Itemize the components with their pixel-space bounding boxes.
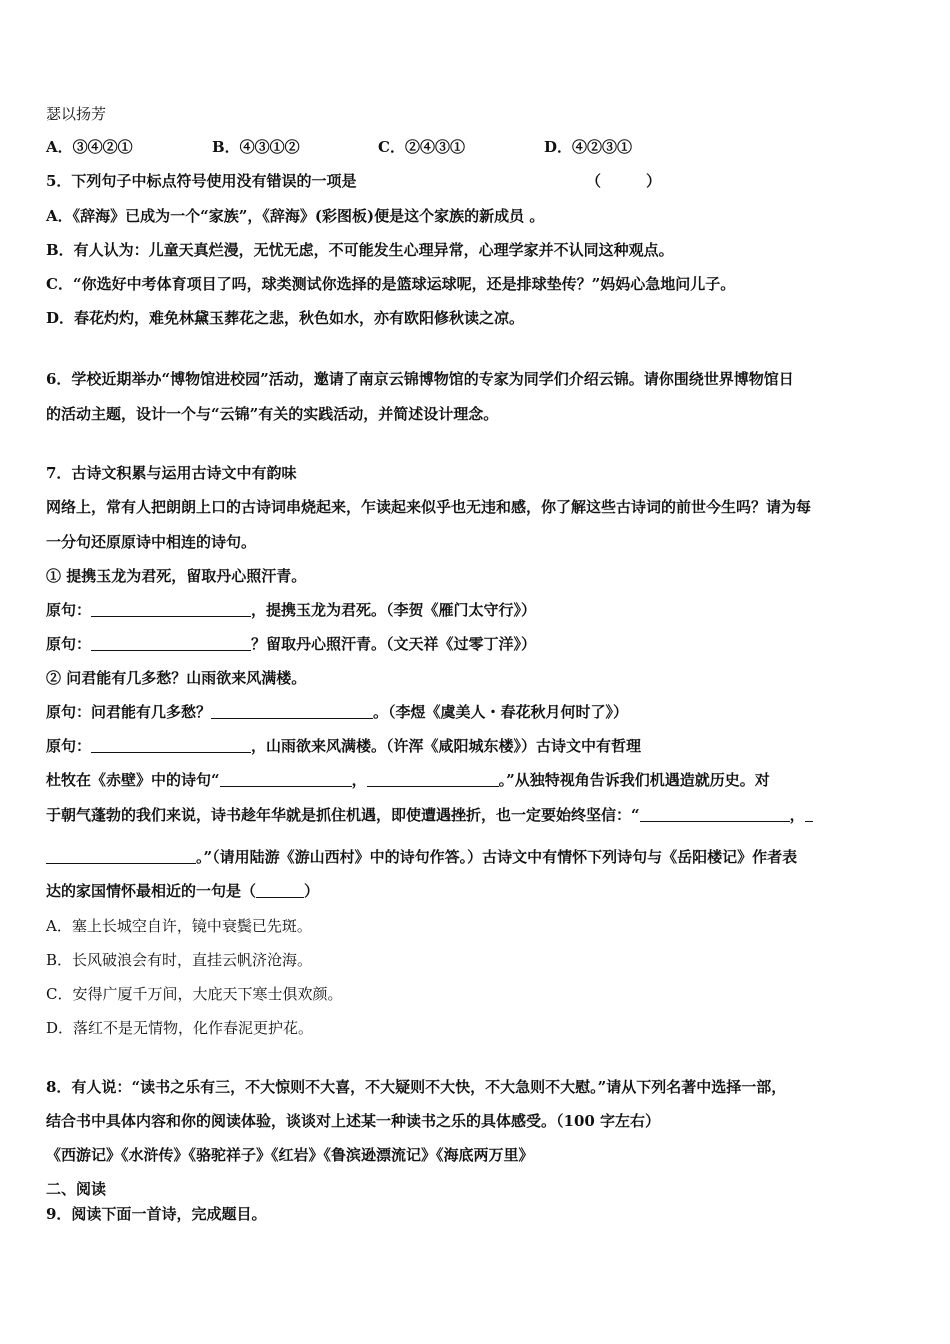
q7-option-d: D．落红不是无情物，化作春泥更护花。 (46, 1019, 314, 1037)
q4-option-a: A．③④②① (46, 138, 133, 156)
answer-blank[interactable] (220, 772, 352, 787)
label: ？留取丹心照汗青。（文天祥《过零丁洋》） (251, 635, 537, 653)
q7-title: 7．古诗文积累与运用古诗文中有韵味 (46, 464, 297, 482)
q4-option-c: C．②④③① (378, 138, 465, 156)
q5-answer-paren: （ ） (586, 172, 662, 190)
label: 达的家国情怀最相近的一句是（ (46, 882, 257, 900)
q7-intro-2: 一分句还原原诗中相连的诗句。 (46, 533, 257, 551)
q5-stem (46, 171, 906, 191)
q5-option-c: C．“你选好中考体育项目了吗，球类测试你选择的是篮球运球呢，还是排球垫传？”妈妈心急地问儿子。 (46, 275, 736, 293)
label: 原句： (46, 601, 92, 619)
q7-fill-line-2 (46, 634, 536, 654)
answer-blank[interactable] (211, 704, 373, 719)
label: 。”从独特视角告诉我们机遇造就历史。对 (498, 771, 770, 789)
answer-blank[interactable] (640, 807, 790, 822)
q6-line-1: 6．学校近期举办“博物馆进校园”活动，邀请了南京云锦博物馆的专家为同学们介绍云锦。请你围绕世界博物馆日 (46, 370, 794, 388)
label: ， (789, 806, 805, 824)
q7-fill-line-4 (46, 736, 641, 756)
label: 原句：问君能有几多愁？ (46, 703, 212, 721)
section-heading: 二、阅读 (46, 1180, 107, 1198)
label: ） (304, 882, 320, 900)
q7-option-c: C．安得广厦千万间，大庇天下寒士俱欢颜。 (46, 985, 343, 1003)
q8-line-1: 8．有人说：“读书之乐有三，不大惊则不大喜，不大疑则不大快，不大急则不大慰。”请从下列名著中选择一部， (46, 1078, 787, 1096)
answer-blank[interactable] (91, 738, 251, 753)
q4-option-d: D．④②③① (544, 138, 633, 156)
answer-blank[interactable] (805, 807, 813, 822)
label: 原句： (46, 635, 92, 653)
label: 。”（请用陆游《游山西村》中的诗句作答。）古诗文中有情怀下列诗句与《岳阳楼记》作者表 (196, 848, 798, 866)
q7-fill-line-3 (46, 702, 628, 722)
q7-fill-line-5 (46, 770, 770, 790)
q7-intro-1: 网络上，常有人把朗朗上口的古诗词串烧起来，乍读起来似乎也无违和感，你了解这些古诗词的前世今生吗？请为每 (46, 498, 812, 516)
answer-blank[interactable] (91, 602, 251, 617)
label: ， (351, 771, 367, 789)
q5-option-a: A．《辞海》已成为一个“家族”，《辞海》(彩图板)便是这个家族的新成员 。 (46, 207, 545, 225)
q5-stem-text: 5．下列句子中标点符号使用没有错误的一项是 (46, 172, 357, 190)
answer-blank[interactable] (46, 849, 196, 864)
q7-option-b: B．长风破浪会有时，直挂云帆济沧海。 (46, 951, 313, 969)
q5-option-b: B．有人认为：儿童天真烂漫，无忧无虑，不可能发生心理异常，心理学家并不认同这种观点。 (46, 241, 674, 259)
q9-stem: 9．阅读下面一首诗，完成题目。 (46, 1205, 267, 1223)
q6-line-2: 的活动主题，设计一个与“云锦”有关的实践活动，并简述设计理念。 (46, 405, 499, 423)
answer-blank[interactable] (256, 883, 304, 898)
q8-books: 《西游记》《水浒传》《骆驼祥子》《红岩》《鲁滨逊漂流记》《海底两万里》 (46, 1146, 534, 1164)
q7-item-1: ① 提携玉龙为君死，留取丹心照汗青。 (46, 567, 307, 585)
q7-item-2: ② 问君能有几多愁？山雨欲来风满楼。 (46, 669, 307, 687)
q7-option-a: A．塞上长城空自许，镜中衰鬓已先斑。 (46, 917, 312, 935)
q8-line-2: 结合书中具体内容和你的阅读体验，谈谈对上述某一种读书之乐的具体感受。（100 字左右） (46, 1112, 661, 1130)
q7-fill-line-8 (46, 881, 319, 901)
text-line: 瑟以扬芳 (46, 105, 107, 123)
q7-fill-line-7 (46, 847, 797, 867)
label: 。（李煜《虞美人・春花秋月何时了》） (373, 703, 629, 721)
label: 原句： (46, 737, 92, 755)
q7-fill-line-1 (46, 600, 536, 620)
label: ，提携玉龙为君死。（李贺《雁门太守行》） (251, 601, 537, 619)
q5-option-d: D．春花灼灼，难免林黛玉葬花之悲，秋色如水，亦有欧阳修秋读之凉。 (46, 309, 525, 327)
answer-blank[interactable] (367, 772, 499, 787)
q4-option-b: B．④③①② (212, 138, 300, 156)
q4-options (46, 137, 632, 157)
q7-fill-line-6 (46, 805, 813, 825)
label: 杜牧在《赤壁》中的诗句“ (46, 771, 220, 789)
label: ，山雨欲来风满楼。（许浑《咸阳城东楼》）古诗文中有哲理 (251, 737, 642, 755)
answer-blank[interactable] (91, 636, 251, 651)
label: 于朝气蓬勃的我们来说，诗书趁年华就是抓住机遇，即使遭遇挫折，也一定要始终坚信：“ (46, 806, 640, 824)
